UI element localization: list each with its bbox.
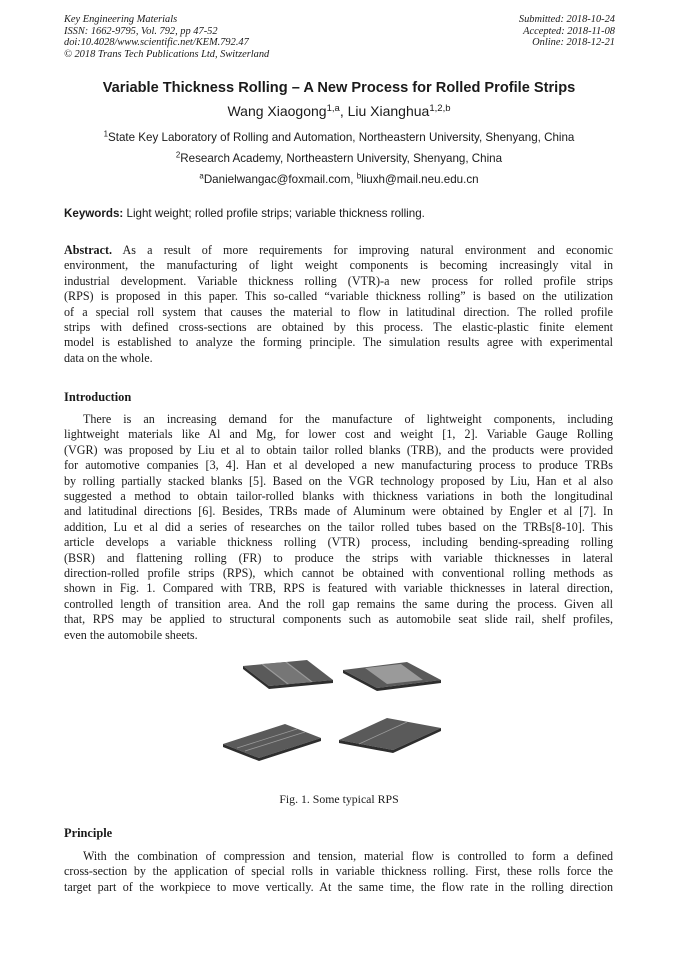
rps-strip-4 (339, 718, 441, 753)
journal-header-right (519, 14, 615, 49)
email-b[interactable]: liuxh@mail.neu.edu.cn (361, 173, 479, 186)
rps-strip-3 (223, 724, 321, 761)
author-1-affiliation-mark: 1,a (326, 102, 340, 114)
keywords (64, 207, 425, 220)
abstract (64, 243, 613, 366)
submitted-date: Submitted: 2018-10-24 (518, 14, 615, 25)
introduction-line: by rolling partially stacked blanks [5]. Based on the VGR technology proposed by Liu, Han et al also (64, 473, 613, 488)
author-line (0, 103, 678, 119)
introduction-line: that, RPS may be applied to structural components such as automobile seat slide rail, shelf profiles, (64, 612, 613, 627)
abstract-line: (RPS) is proposed in this paper. This so-called “variable thickness rolling” is based on the utilization (64, 289, 613, 304)
abstract-line: of a special roll system that causes the material to flow in latitudinal direction. The rolled profile (64, 304, 613, 319)
journal-doi[interactable]: doi:10.4028/www.scientific.net/KEM.792.47 (64, 37, 249, 49)
introduction-line: lightweight materials like Al and Mg, for lower cost and weight [1, 2]. Variable Gauge Rolling (64, 427, 613, 442)
abstract-line: model is established to analyze the forming principle. The simulation results agree with experimental (64, 335, 613, 350)
introduction-line: (VGR) was proposed by Liu et al to obtain tailor rolled blanks (TRB), and the products were provided (64, 442, 613, 457)
principle-line: target part of the workpiece to move vertically. At the same time, the flow rate in the rolling direction (64, 879, 613, 894)
affiliation-2-text: Research Academy, Northeastern University, Shenyang, China (180, 152, 503, 165)
affiliation-1 (0, 131, 678, 144)
abstract-line: strips with defined cross-sections are obtained by this process. The elastic-plastic finite element (64, 320, 613, 335)
strip-top-face (223, 724, 321, 758)
abstract-line: environment, the manufacturing of light weight components is becoming increasingly vital in (64, 258, 613, 273)
affiliation-2 (0, 152, 678, 165)
principle-line: cross-section by the application of special rolls in variable thickness rolling. First, these rolls force the (64, 864, 613, 879)
rps-strip-2 (343, 662, 441, 691)
email-b-mark: b (356, 171, 362, 181)
introduction-line: addition, Lu et al did a series of researches on the tailor rolled tubes based on the TRBs[8-10]. This (64, 519, 613, 534)
abstract-line: data on the whole. (64, 350, 153, 365)
keywords-label: Keywords: (64, 207, 124, 220)
journal-issn: ISSN: 1662-9795, Vol. 792, pp 47-52 (64, 25, 218, 37)
abstract-line: industrial development. Variable thickness rolling (VTR)-a new process for rolled profile strips (64, 273, 613, 288)
introduction-line: There is an increasing demand for the manufacture of lightweight components, including (83, 412, 613, 426)
affiliation-1-text: State Key Laboratory of Rolling and Automation, Northeastern University, Shenyang, China (108, 131, 575, 144)
introduction-line: controlled length of transition area. And the roll gap remains the same during the process. Given all (64, 596, 613, 611)
author-1: Wang Xiaogong (227, 103, 327, 119)
introduction-line: direction-rolled profile strips (RPS), which cannot be obtained with conventional rolling methods as (64, 566, 613, 581)
keywords-text: Light weight; rolled profile strips; variable thickness rolling. (123, 207, 425, 220)
email-a-mark: a (199, 171, 204, 181)
journal-name: Key Engineering Materials (64, 14, 178, 25)
principle-body (64, 849, 613, 895)
introduction-line: shown in Fig. 1. Compared with TRB, RPS is featured with variable thicknesses in lateral direction, (64, 581, 613, 596)
introduction-line: even the automobile sheets. (64, 627, 198, 642)
author-emails (0, 173, 678, 186)
rps-strip-1 (243, 660, 333, 689)
introduction-line: for automotive companies [3, 4]. Han et al developed a new manufacturing process to produce TRBs (64, 458, 613, 473)
introduction-line: (BSR) and flattening rolling (FR) to produce the strips with variable thicknesses in lateral (64, 550, 613, 565)
affiliation-2-mark: 2 (175, 150, 181, 160)
author-2-affiliation-mark: 1,2,b (429, 102, 451, 114)
introduction-body (64, 412, 613, 643)
introduction-heading: Introduction (64, 390, 132, 404)
email-a[interactable]: Danielwangac@foxmail.com, (203, 173, 357, 186)
accepted-date: Accepted: 2018-11-08 (523, 25, 615, 37)
principle-heading: Principle (64, 826, 113, 840)
introduction-line: article develops a variable thickness rolling (VTR) process, including bending-spreading rolling (64, 535, 613, 550)
introduction-line: suggested a method to obtain tailor-rolled blanks with thickness variations in both the longitudinal (64, 489, 613, 504)
author-2: Liu Xianghua (347, 103, 430, 119)
journal-copyright: © 2018 Trans Tech Publications Ltd, Switzerland (64, 48, 270, 60)
figure-caption: Fig. 1. Some typical RPS (279, 792, 399, 806)
affiliation-1-mark: 1 (103, 129, 108, 139)
principle-line: With the combination of compression and tension, material flow is controlled to form a defined (83, 849, 613, 863)
abstract-line: Abstract. As a result of more requirements for improving natural environment and economic (64, 243, 613, 257)
introduction-line: and latitudinal directions [6]. Besides, TRBs made of Aluminum were obtained by Engler et al [7]. In (64, 504, 613, 519)
online-date: Online: 2018-12-21 (532, 37, 615, 49)
journal-header-left (64, 14, 269, 60)
abstract-label: Abstract. (64, 243, 113, 257)
rps-figure (215, 652, 465, 772)
paper-title: Variable Thickness Rolling – A New Process for Rolled Profile Strips (102, 80, 576, 96)
author-separator: , (339, 103, 348, 119)
